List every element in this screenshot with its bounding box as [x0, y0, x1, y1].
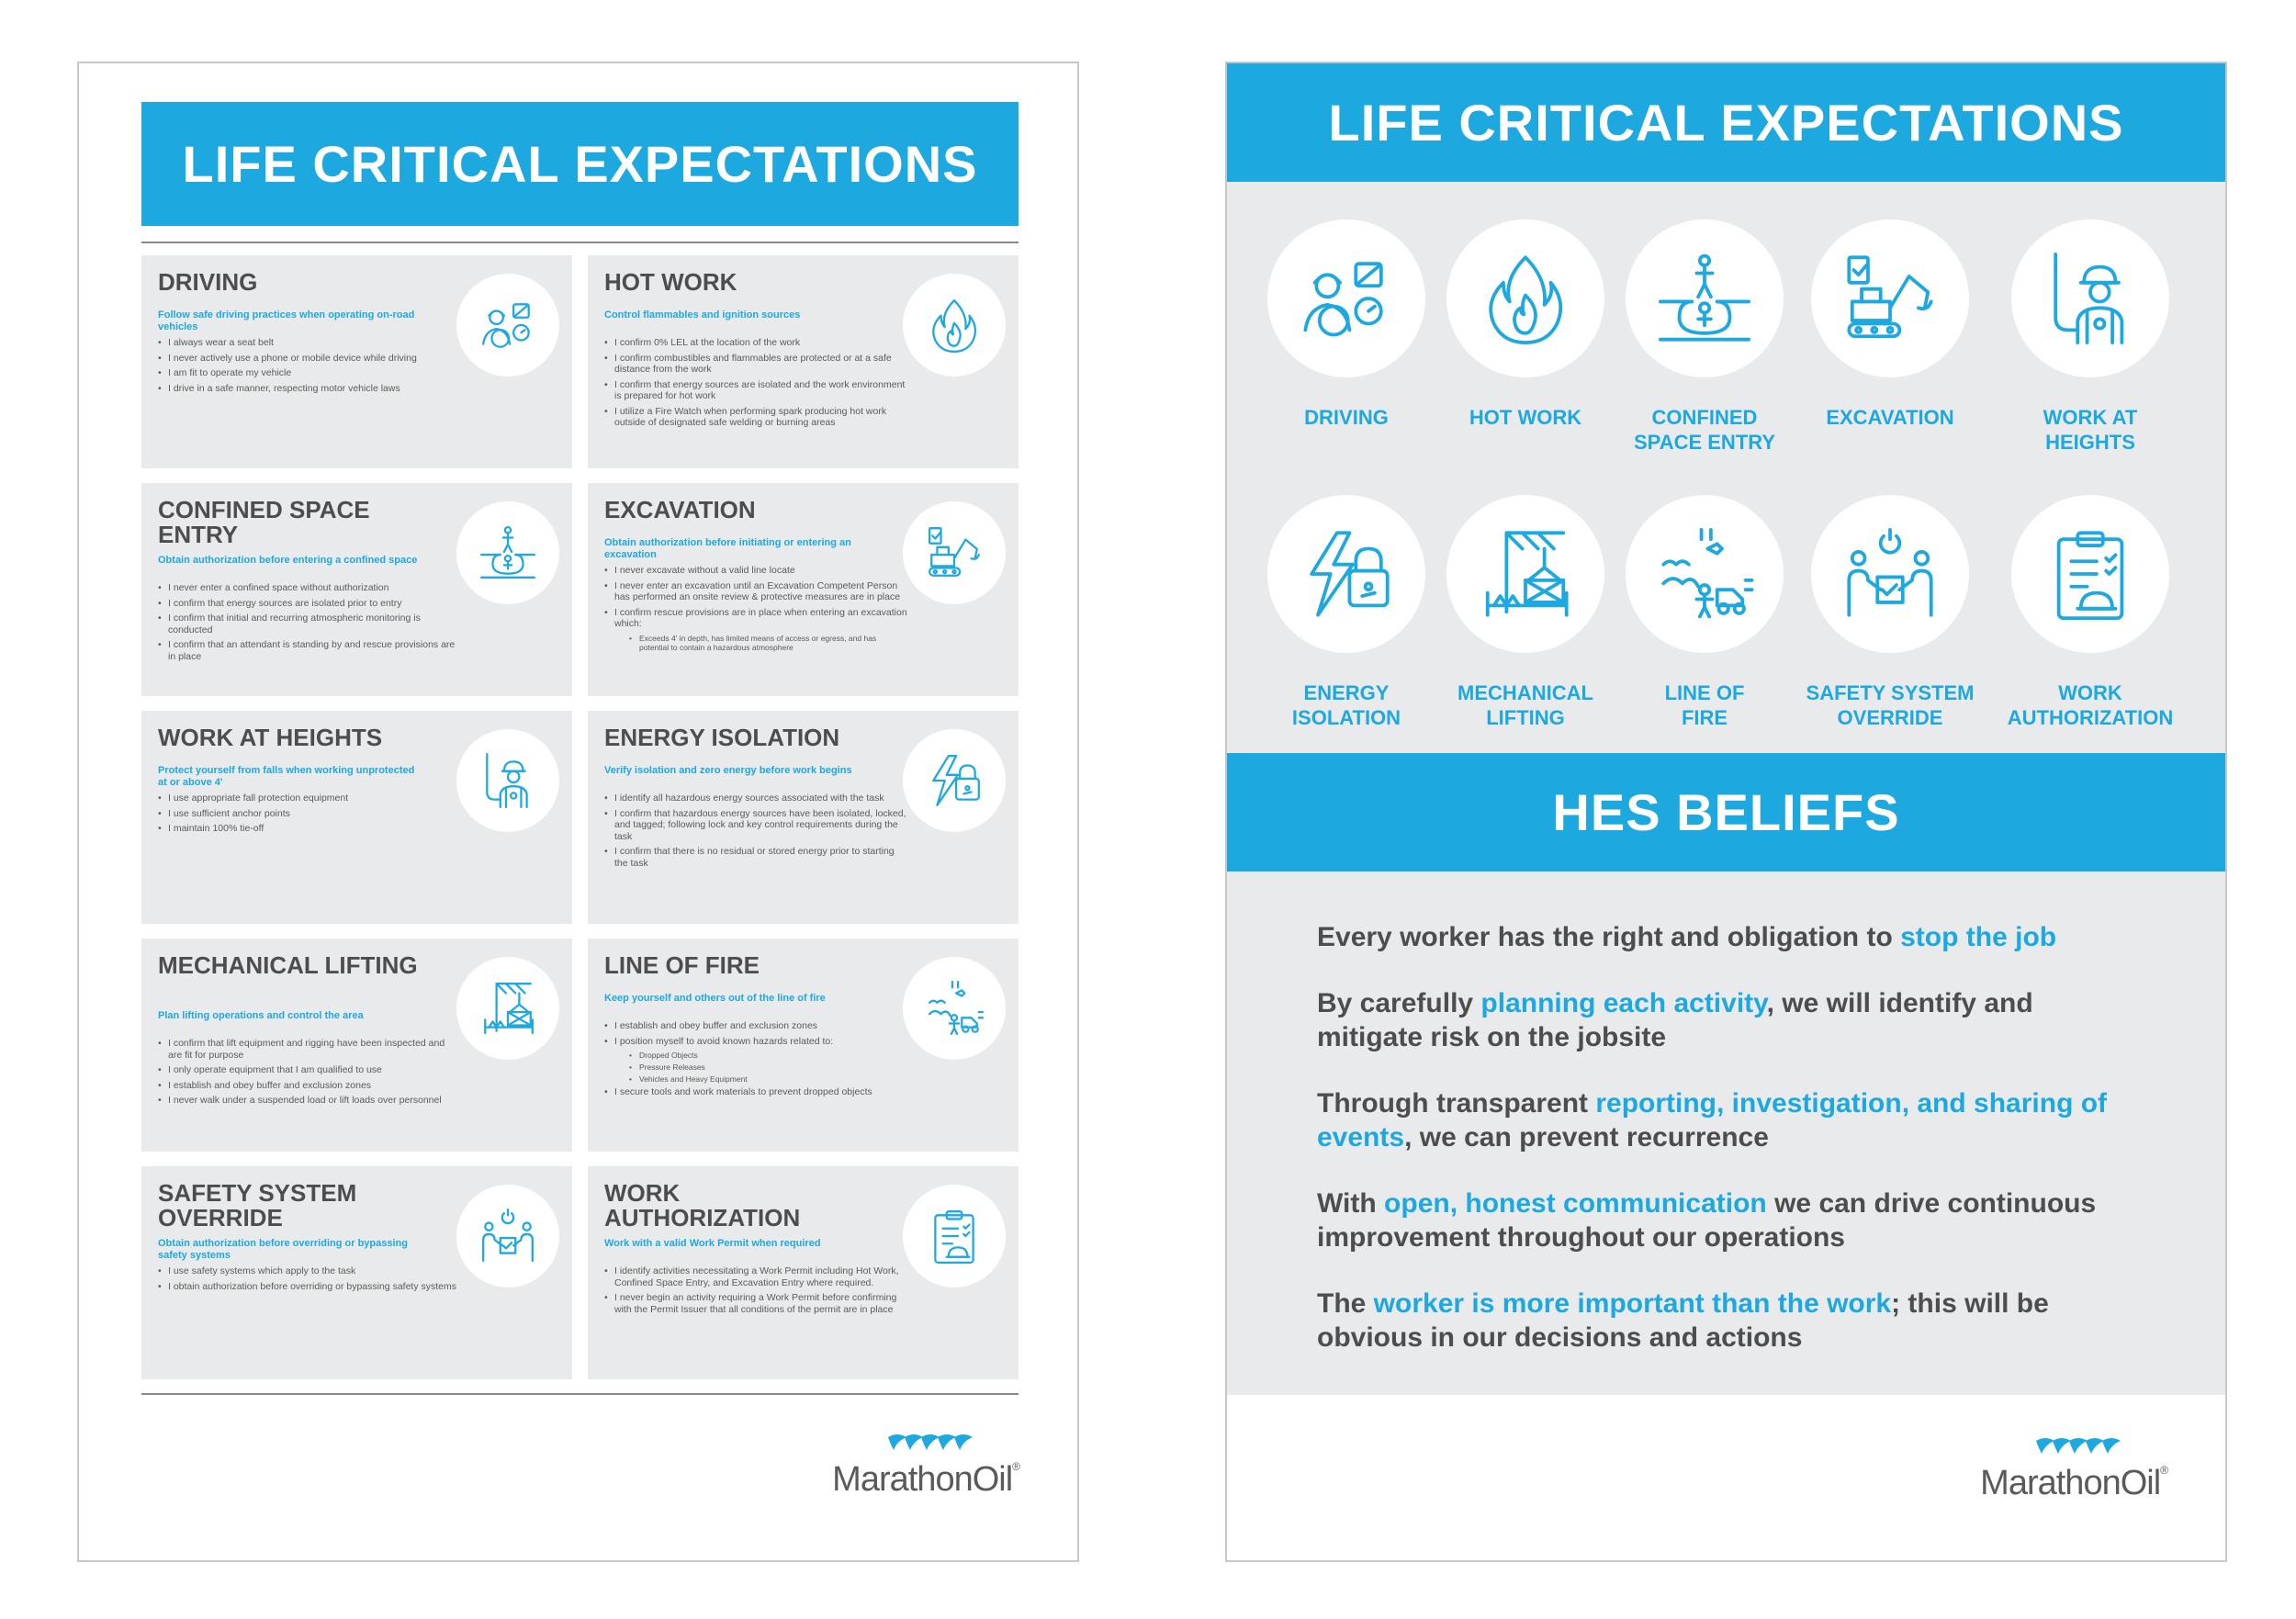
left-poster-title: LIFE CRITICAL EXPECTATIONS — [141, 102, 1019, 226]
card-excavation — [588, 483, 1019, 696]
card-list-item: • I identify all hazardous energy sources associated with the task — [604, 793, 907, 804]
card-title: MECHANICAL LIFTING — [158, 951, 418, 979]
card-safety-system-override — [141, 1166, 572, 1379]
belief-statement — [1317, 1287, 2144, 1355]
card-hot-work — [588, 255, 1019, 468]
card-list-item: • I use sufficient anchor points — [158, 808, 461, 820]
card-list-item: • I always wear a seat belt — [158, 337, 461, 349]
icon-label — [1434, 680, 1617, 730]
icon-label — [1255, 405, 1438, 430]
confined-space-icon — [456, 501, 559, 604]
icon-label — [1798, 680, 1982, 730]
card-list — [604, 565, 907, 655]
icon-tile-excavator-icon — [1798, 219, 1982, 430]
icon-label — [1998, 405, 2182, 455]
belief-text: , we will identify and mitigate risk on the jobsite — [1317, 988, 2033, 1052]
card-list — [158, 1038, 461, 1110]
card-list-item: • I confirm combustibles and flammables are protected or at a safe distance from the work — [604, 353, 907, 376]
icon-tile-harness-worker-icon — [1998, 219, 2182, 455]
card-list-item: • I use safety systems which apply to the task — [158, 1265, 461, 1277]
top-divider — [141, 242, 1019, 243]
card-energy-isolation — [588, 711, 1019, 924]
icon-label-line: HEIGHTS — [2045, 431, 2135, 454]
line-of-fire-icon — [1626, 495, 1784, 653]
card-subtitle: Follow safe driving practices when operating on-road vehicles — [158, 309, 415, 332]
belief-text: Every worker has the right and obligation to — [1317, 922, 1901, 952]
icon-tile-crane-load-icon — [1434, 495, 1617, 730]
marathon-oil-logo — [785, 1430, 1024, 1503]
belief-highlight: planning each activity — [1480, 988, 1767, 1018]
card-list-item: • I maintain 100% tie-off — [158, 823, 461, 835]
card-line-of-fire — [588, 939, 1019, 1152]
icon-label-line: EXCAVATION — [1826, 406, 1954, 429]
card-list-item: • I confirm that an attendant is standing by and rescue provisions are in place — [158, 639, 461, 662]
icon-label-line: DRIVING — [1304, 406, 1389, 429]
card-list-item: • I never excavate without a valid line locate — [604, 565, 907, 577]
belief-highlight: open, honest communication — [1384, 1188, 1767, 1219]
icon-label-line: ENERGY — [1303, 681, 1390, 704]
hes-beliefs-title: HES BELIEFS — [1227, 753, 2225, 871]
card-work-at-heights — [141, 711, 572, 924]
card-list — [604, 1020, 907, 1102]
clipboard-icon — [903, 1185, 1006, 1287]
belief-statement — [1317, 1186, 2144, 1254]
card-title: WORK AUTHORIZATION — [604, 1179, 801, 1231]
icon-label-line: OVERRIDE — [1837, 706, 1943, 729]
belief-text: The — [1317, 1288, 1374, 1319]
excavator-icon — [903, 501, 1006, 604]
icon-label-line: HOT WORK — [1469, 406, 1582, 429]
card-title: DRIVING — [158, 268, 258, 296]
card-sub-item: • Vehicles and Heavy Equipment — [604, 1074, 907, 1084]
svg-text:MarathonOil®: MarathonOil® — [832, 1460, 1019, 1499]
belief-text: With — [1317, 1188, 1385, 1219]
belief-text: By carefully — [1317, 988, 1481, 1018]
icon-tile-line-of-fire-icon — [1613, 495, 1796, 730]
card-subtitle: Verify isolation and zero energy before work begins — [604, 765, 852, 776]
card-list-item: • I never actively use a phone or mobile device while driving — [158, 353, 461, 365]
belief-highlight: stop the job — [1900, 922, 2057, 952]
card-confined-space-entry — [141, 483, 572, 696]
card-list-item: • I am fit to operate my vehicle — [158, 367, 461, 379]
card-sub-item: • Exceeds 4' in depth, has limited means of access or egress, and has potential to contain a hazardous atmosphere — [604, 634, 907, 652]
icon-label-line: LIFTING — [1486, 706, 1565, 729]
card-sub-item: • Pressure Releases — [604, 1062, 907, 1072]
card-list-item: • I drive in a safe manner, respecting motor vehicle laws — [158, 383, 461, 395]
crane-load-icon — [1446, 495, 1604, 653]
belief-text: Through transparent — [1317, 1088, 1596, 1119]
card-driving — [141, 255, 572, 468]
card-list-item: • I identify activities necessitating a Work Permit including Hot Work, Confined Space Entry, and Excavation Entry where required. — [604, 1265, 907, 1288]
line-of-fire-icon — [903, 957, 1006, 1060]
card-work-authorization — [588, 1166, 1019, 1379]
flame-icon — [1446, 219, 1604, 377]
card-list-item: • I obtain authorization before overriding or bypassing safety systems — [158, 1281, 461, 1293]
card-list-item: • I never enter an excavation until an Excavation Competent Person has performed an onsite review & protective measures are in place — [604, 580, 907, 603]
lockout-icon — [903, 729, 1006, 832]
belief-highlight: reporting, investigation, and sharing of events — [1317, 1088, 2108, 1152]
card-list-item: • I position myself to avoid known hazards related to: — [604, 1036, 907, 1048]
icon-label — [1613, 405, 1796, 455]
card-title: HOT WORK — [604, 268, 737, 296]
icon-label-line: AUTHORIZATION — [2007, 706, 2174, 729]
icon-label — [1798, 405, 1982, 430]
driver-icon — [456, 274, 559, 377]
right-poster-title: LIFE CRITICAL EXPECTATIONS — [1227, 63, 2225, 182]
card-list — [604, 1265, 907, 1319]
card-sub-item: • Dropped Objects — [604, 1051, 907, 1060]
card-list-item: • I never enter a confined space without authorization — [158, 582, 461, 594]
card-list — [604, 337, 907, 433]
icon-label-line: MECHANICAL — [1458, 681, 1593, 704]
belief-statement — [1317, 1086, 2144, 1154]
lockout-icon — [1267, 495, 1425, 653]
icon-tile-lockout-icon — [1255, 495, 1438, 730]
card-title: CONFINED SPACE ENTRY — [158, 496, 370, 548]
belief-text: we can drive continuous improvement throughout our operations — [1317, 1188, 2097, 1253]
icon-label — [1255, 680, 1438, 730]
icon-tile-confined-space-icon — [1613, 219, 1796, 455]
card-list-item: • I never begin an activity requiring a Work Permit before confirming with the Permit Issuer that all conditions of the permit are in place — [604, 1292, 907, 1315]
icon-tile-clipboard-icon — [1998, 495, 2182, 730]
card-title: LINE OF FIRE — [604, 951, 760, 979]
confined-space-icon — [1626, 219, 1784, 377]
icon-tile-driver-icon — [1255, 219, 1438, 430]
card-subtitle: Obtain authorization before initiating or entering an excavation — [604, 537, 851, 560]
card-list-item: • I establish and obey buffer and exclusion zones — [158, 1080, 461, 1092]
icon-label — [1613, 680, 1796, 730]
card-list-item: • I confirm that there is no residual or stored energy prior to starting the task — [604, 846, 907, 869]
bottom-divider — [141, 1393, 1019, 1395]
card-list-item: • I confirm that lift equipment and rigging have been inspected and are fit for purpose — [158, 1038, 461, 1061]
icon-tile-flame-icon — [1434, 219, 1617, 430]
icon-label-line: WORK AT — [2043, 406, 2138, 429]
beliefs-list — [1317, 920, 2144, 1387]
icon-label-line: SAFETY SYSTEM — [1806, 681, 1975, 704]
card-title: WORK AT HEIGHTS — [158, 724, 383, 751]
card-title: ENERGY ISOLATION — [604, 724, 840, 751]
card-subtitle: Keep yourself and others out of the line of fire — [604, 993, 826, 1004]
harness-worker-icon — [2011, 219, 2169, 377]
card-subtitle: Work with a valid Work Permit when required — [604, 1238, 821, 1249]
card-title: SAFETY SYSTEM OVERRIDE — [158, 1179, 357, 1231]
belief-statement — [1317, 920, 2144, 954]
card-list-item: • I confirm rescue provisions are in place when entering an excavation which: — [604, 607, 907, 630]
card-subtitle: Protect yourself from falls when working unprotected at or above 4' — [158, 765, 415, 788]
card-list — [158, 793, 461, 838]
card-list-item: • I use appropriate fall protection equipment — [158, 793, 461, 804]
card-subtitle: Obtain authorization before overriding or bypassing safety systems — [158, 1238, 408, 1261]
belief-statement — [1317, 986, 2144, 1054]
icon-label-line: WORK — [2058, 681, 2122, 704]
belief-text: ; this will be obvious in our decisions and actions — [1317, 1288, 2049, 1353]
icon-tile-override-icon — [1798, 495, 1982, 730]
harness-worker-icon — [456, 729, 559, 832]
card-subtitle: Plan lifting operations and control the area — [158, 1010, 364, 1021]
clipboard-icon — [2011, 495, 2169, 653]
card-list-item: • I secure tools and work materials to prevent dropped objects — [604, 1086, 907, 1098]
card-list-item: • I confirm 0% LEL at the location of the work — [604, 337, 907, 349]
crane-load-icon — [456, 957, 559, 1060]
card-title: EXCAVATION — [604, 496, 756, 523]
card-list — [158, 582, 461, 666]
icon-label-line: FIRE — [1681, 706, 1728, 729]
icon-label-line: SPACE ENTRY — [1633, 431, 1776, 454]
card-subtitle: Control flammables and ignition sources — [604, 309, 801, 320]
icon-label — [1434, 405, 1617, 430]
card-list-item: • I confirm that hazardous energy sources have been isolated, locked, and tagged; following lock and key control requirements during the task — [604, 808, 907, 843]
override-icon — [1811, 495, 1969, 653]
svg-text:MarathonOil®: MarathonOil® — [1980, 1464, 2167, 1502]
override-icon — [456, 1185, 559, 1287]
right-poster — [1225, 62, 2227, 1562]
card-list-item: • I never walk under a suspended load or lift loads over personnel — [158, 1095, 461, 1107]
card-list — [158, 1265, 461, 1296]
flame-icon — [903, 274, 1006, 377]
marathon-oil-logo — [1933, 1433, 2172, 1507]
card-subtitle: Obtain authorization before entering a confined space — [158, 555, 418, 566]
card-list-item: • I utilize a Fire Watch when performing spark producing hot work outside of designated safe welding or burning areas — [604, 406, 907, 429]
card-list — [158, 337, 461, 398]
excavator-icon — [1811, 219, 1969, 377]
card-list-item: • I confirm that energy sources are isolated prior to entry — [158, 598, 461, 610]
driver-icon — [1267, 219, 1425, 377]
card-list-item: • I establish and obey buffer and exclusion zones — [604, 1020, 907, 1032]
left-poster — [77, 62, 1079, 1562]
expectation-cards — [141, 255, 1019, 1376]
belief-text: , we can prevent recurrence — [1404, 1122, 1769, 1152]
belief-highlight: worker is more important than the work — [1373, 1288, 1892, 1319]
card-list-item: • I confirm that energy sources are isolated and the work environment is prepared for hot work — [604, 379, 907, 402]
card-list-item: • I only operate equipment that I am qualified to use — [158, 1064, 461, 1076]
icon-label-line: CONFINED — [1651, 406, 1758, 429]
icon-label-line: LINE OF — [1664, 681, 1745, 704]
icon-label — [1998, 680, 2182, 730]
card-mechanical-lifting — [141, 939, 572, 1152]
card-list-item: • I confirm that initial and recurring atmospheric monitoring is conducted — [158, 613, 461, 635]
card-list — [604, 793, 907, 872]
icon-label-line: ISOLATION — [1291, 706, 1401, 729]
